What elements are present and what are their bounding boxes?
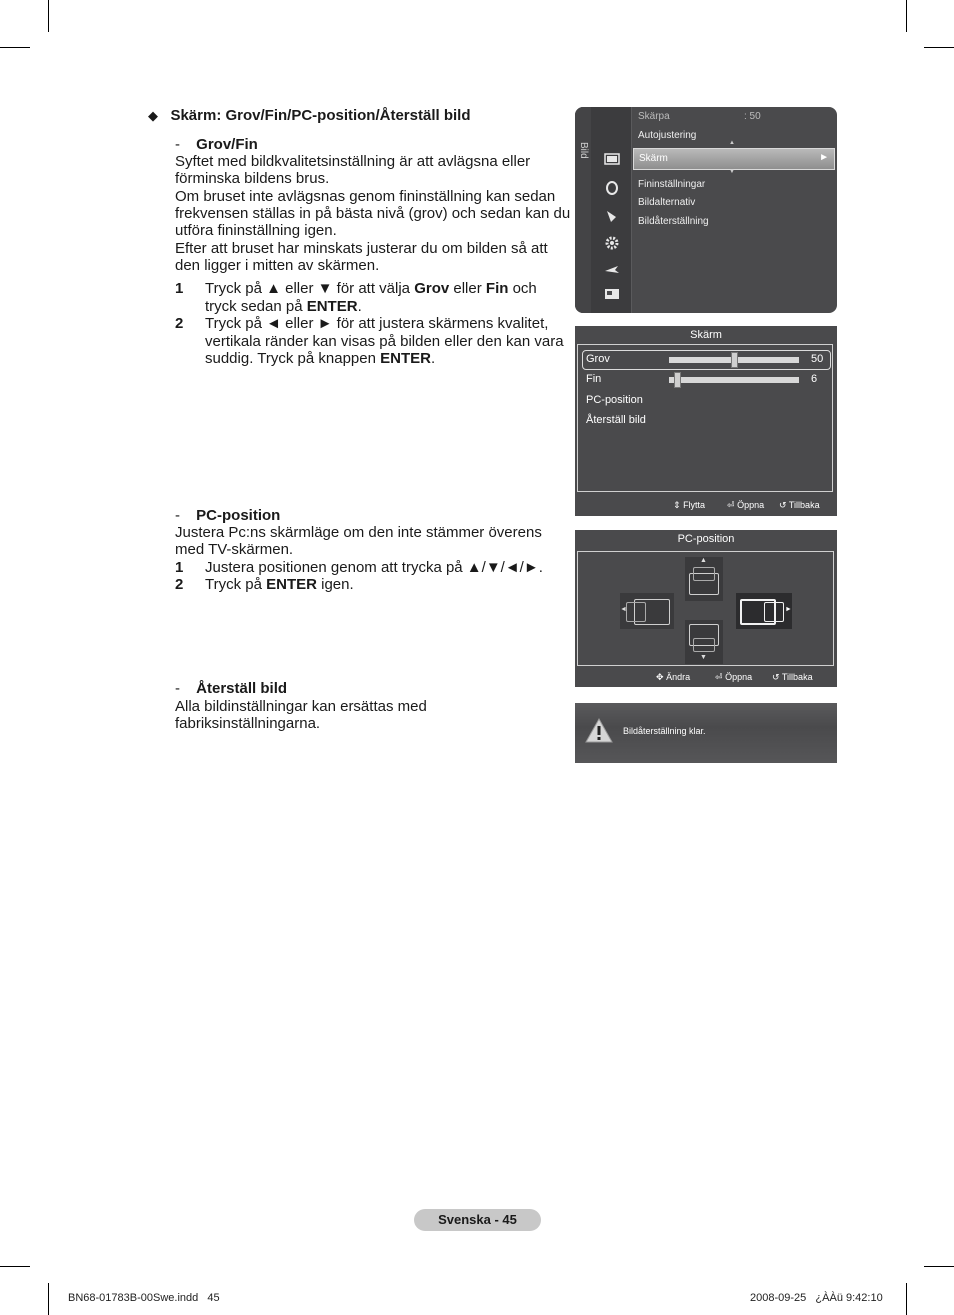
paragraph-line: Alla bildinställningar kan ersättas med <box>175 698 427 715</box>
warning-icon <box>585 717 613 750</box>
selected-label: Skärm <box>639 153 668 164</box>
four-way-arrow-icon: ✥ <box>656 672 664 682</box>
paragraph-line: fabriksinställningarna. <box>175 715 321 732</box>
step-text: eller <box>449 280 486 297</box>
osd-skarm-menu <box>575 326 837 516</box>
channel-icon[interactable] <box>603 209 621 223</box>
menu-icon-column <box>591 107 632 313</box>
footer-back <box>772 672 813 683</box>
footer-enter <box>727 500 764 511</box>
step-text: igen. <box>316 576 354 593</box>
pc-position-heading: PC-position <box>196 507 281 524</box>
menu-item-options[interactable]: Bildalternativ <box>638 197 696 208</box>
paragraph-line: utföra fininställning igen. <box>175 222 337 239</box>
row-fin-label[interactable]: Fin <box>586 373 602 385</box>
application-icon[interactable] <box>603 288 621 302</box>
screen-shifted-icon <box>693 638 715 652</box>
menu-item-reset[interactable]: Bildåterställning <box>638 216 709 227</box>
grov-value: 50 <box>811 353 824 365</box>
step-text: Tryck på <box>205 576 267 593</box>
message-text: Bildåterställning klar. <box>623 726 706 736</box>
menu-item-fine[interactable]: Fininställningar <box>638 179 706 190</box>
picture-icon[interactable] <box>603 153 621 167</box>
fin-slider-thumb[interactable] <box>674 372 681 388</box>
menu-item-sharpness[interactable]: Skärpa <box>638 111 670 122</box>
paragraph-line: förminska bildens brus. <box>175 170 330 187</box>
footer-file-info: BN68-01783B-00Swe.indd 45 <box>68 1292 220 1304</box>
back-label: Tillbaka <box>788 500 820 510</box>
dash: - <box>175 507 180 524</box>
menu-item-autojust[interactable]: Autojustering <box>638 130 697 141</box>
step-keyword: ENTER <box>380 350 431 367</box>
step-1-line-2 <box>205 298 362 315</box>
crop-mark <box>924 1266 954 1267</box>
crop-mark <box>48 0 49 32</box>
step-2-line-3 <box>205 350 435 367</box>
section-title: Skärm: Grov/Fin/PC-position/Återställ bild <box>170 107 471 124</box>
submenu-arrow-icon: ► <box>819 152 829 163</box>
enter-icon: ⏎ <box>727 500 735 510</box>
position-down-box[interactable] <box>685 620 723 664</box>
step-1-line: Justera positionen genom att trycka på ▲/▼/◄/►. <box>205 559 543 576</box>
row-grov-label[interactable]: Grov <box>586 353 610 365</box>
crop-mark <box>906 1283 907 1315</box>
scroll-down-icon: ▼ <box>729 169 735 175</box>
reset-heading: Återställ bild <box>196 680 288 697</box>
osd-pc-position <box>575 530 837 687</box>
step-number: 1 <box>175 280 184 297</box>
setup-icon[interactable] <box>603 236 621 250</box>
scroll-up-icon: ▲ <box>729 140 735 146</box>
arrow-right-icon: ► <box>785 606 792 613</box>
crop-mark <box>48 1283 49 1315</box>
paragraph-line: Syftet med bildkvalitetsinställning är att avlägsna eller <box>175 153 531 170</box>
paragraph-line: Efter att bruset har minskats justerar du om bilden så att <box>175 240 548 257</box>
position-right-box[interactable] <box>736 593 792 629</box>
footer-move <box>673 500 705 511</box>
enter-icon: ⏎ <box>715 672 723 682</box>
crop-mark <box>0 1266 30 1267</box>
return-icon: ↺ <box>779 500 787 510</box>
paragraph-line: den ligger i mitten av skärmen. <box>175 257 380 274</box>
footer-timestamp: 2008-09-25 ¿ÀÀü 9:42:10 <box>750 1292 883 1304</box>
reset-heading-line <box>175 680 287 697</box>
adjust-label: Ändra <box>666 672 691 682</box>
position-up-box[interactable] <box>685 557 723 601</box>
menu-category-label: Bild <box>578 142 589 159</box>
footer-adjust <box>656 672 690 683</box>
step-text: Tryck på ▲ eller ▼ för att välja <box>205 280 415 297</box>
osd-inner-frame <box>577 551 834 666</box>
menu-left-strip <box>575 107 591 313</box>
step-keyword: ENTER <box>266 576 317 593</box>
crop-mark <box>0 47 30 48</box>
menu-item-sharpness-value: : 50 <box>744 111 761 122</box>
step-text: tryck sedan på <box>205 298 307 315</box>
crop-mark <box>906 0 907 32</box>
osd-message <box>575 703 837 763</box>
fin-slider-track[interactable] <box>669 377 799 383</box>
paragraph-line: Om bruset inte avlägsnas genom fininställning kan sedan <box>175 188 556 205</box>
step-text: och <box>508 280 537 297</box>
sound-icon[interactable] <box>603 181 621 195</box>
paragraph-line: frekvensen ställas in på bästa nivå (grov) och sedan kan du <box>175 205 571 222</box>
fin-value: 6 <box>811 373 818 385</box>
enter-label: Öppna <box>725 672 753 682</box>
osd-inner-frame <box>577 344 833 492</box>
row-reset[interactable]: Återställ bild <box>586 414 646 426</box>
osd-title: Skärm <box>690 329 722 341</box>
updown-icon: ⇕ <box>673 500 681 510</box>
paragraph-line: med TV-skärmen. <box>175 541 294 558</box>
step-keyword: Fin <box>485 280 509 297</box>
grov-fin-heading-line <box>175 136 258 153</box>
step-keyword: ENTER <box>306 298 358 315</box>
dash: - <box>175 680 180 697</box>
step-2-line <box>205 576 354 593</box>
grov-fin-heading: Grov/Fin <box>196 136 258 153</box>
step-2-line-1: Tryck på ◄ eller ► för att justera skärmens kvalitet, <box>205 315 549 332</box>
step-text: . <box>430 350 436 367</box>
input-icon[interactable] <box>603 263 621 277</box>
osd-picture-menu <box>575 107 837 313</box>
step-2-line-2: vertikala ränder kan visas på bilden eller den kan vara <box>205 333 564 350</box>
arrow-left-icon: ◄ <box>620 606 627 613</box>
screen-shifted-icon <box>764 602 784 622</box>
position-left-box[interactable] <box>620 593 674 629</box>
osd-title: PC-position <box>677 533 735 545</box>
step-text: . <box>357 298 362 315</box>
row-pc-position[interactable]: PC-position <box>586 394 643 406</box>
return-icon: ↺ <box>772 672 780 682</box>
pc-position-heading-line <box>175 507 280 524</box>
crop-mark <box>924 47 954 48</box>
step-number: 2 <box>175 576 184 593</box>
footer-enter <box>715 672 752 683</box>
move-label: Flytta <box>683 500 706 510</box>
back-label: Tillbaka <box>781 672 813 682</box>
step-number: 1 <box>175 559 184 576</box>
step-text: suddig. Tryck på knappen <box>205 350 381 367</box>
diamond-bullet-icon: ◆ <box>148 108 158 123</box>
paragraph-line: Justera Pc:ns skärmläge om den inte stämmer överens <box>175 524 542 541</box>
screen-shifted-icon <box>693 567 715 581</box>
arrow-up-icon: ▲ <box>700 557 707 564</box>
page-number-badge: Svenska - 45 <box>414 1209 541 1231</box>
menu-item-skarm[interactable] <box>633 148 835 170</box>
screen-shifted-icon <box>626 602 646 622</box>
section-heading <box>148 107 471 125</box>
grov-slider-thumb[interactable] <box>731 352 738 368</box>
step-number: 2 <box>175 315 184 332</box>
step-keyword: Grov <box>414 280 450 297</box>
dash: - <box>175 136 180 153</box>
step-1-line-1 <box>205 280 537 297</box>
arrow-down-icon: ▼ <box>700 654 707 661</box>
enter-label: Öppna <box>737 500 765 510</box>
footer-back <box>779 500 820 511</box>
